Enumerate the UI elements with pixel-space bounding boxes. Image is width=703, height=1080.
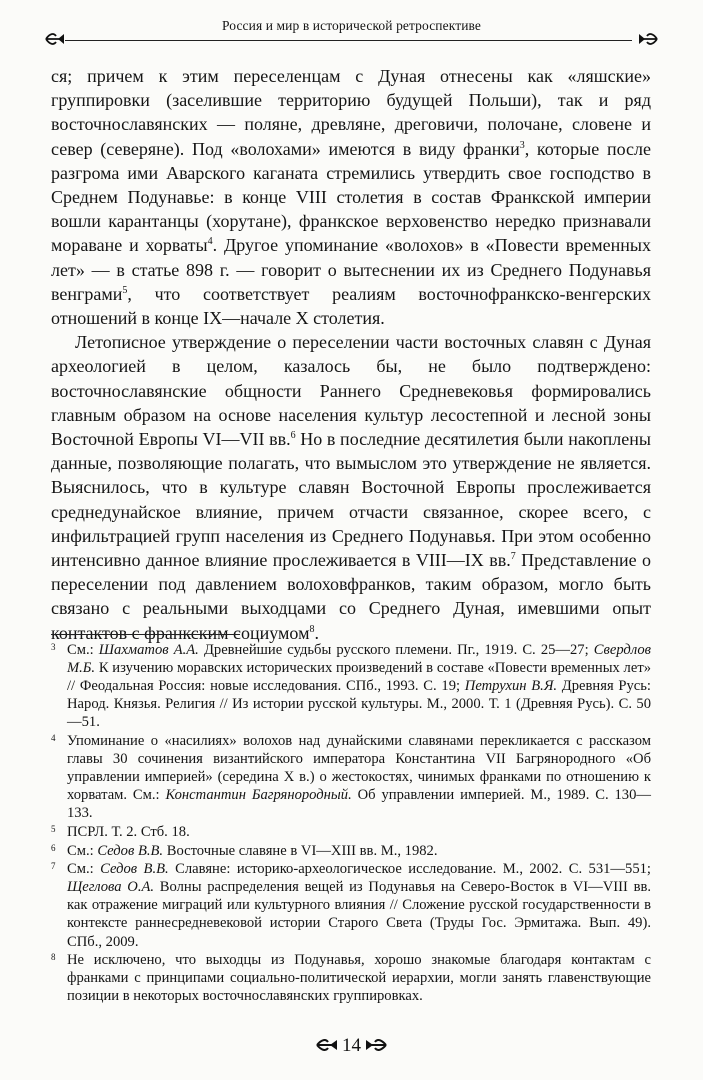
text-run: . [314, 622, 319, 643]
footnote [51, 732, 651, 822]
footnote-text: Упоминание о «насилиях» волохов над дунайскими славянами перекликается с рассказом главы 30 сочинения византийского императора Константина VII Багрянородного «Об управлении империей» (середина X в.) о жестокостях, чинимых франками по отношению к хорватам. См.: [67, 732, 651, 804]
running-head: Россия и мир в исторической ретроспективе [221, 18, 482, 33]
footnote-text: См.: [67, 642, 99, 658]
author-name: Седов В.В. [97, 842, 164, 859]
text-run: , что соответствует реалиям восточнофранкско-венгерских отношений в конце IX—начале X столетия. [51, 283, 651, 329]
author-name: Шахматов А.А. [98, 642, 199, 658]
footnote-mark: 4 [51, 732, 56, 743]
footnote-ref[interactable]: 3 [519, 139, 525, 151]
author-name: Петрухин В.Я. [464, 678, 558, 695]
left-folio-flourish-icon [315, 1038, 339, 1052]
footnote-ref[interactable]: 8 [309, 623, 315, 635]
text-run: Летописное утверждение о переселении части восточных славян с Дуная археологией в целом, казалось бы, не было подтверждено: восточнославянские общности Раннего Средневековья формировались главным образом на основе населения культур лесостепной и лесной зоны Восточной Европы VI—VII вв. [51, 332, 651, 450]
footnote-text: Древняя Русь: Народ. Князья. Религия // Из истории русской культуры. М., 2000. Т. 1 (Древняя Русь). С. 50—51. [67, 678, 651, 731]
text-run: ся; причем к этим переселенцам с Дуная отнесены как «ляшские» группировки (заселившие территорию будущей Польши), так и ряд восточнославянских — поляне, древляне, дреговичи, полочане, словене и север (северяне). Под «волохами» имеются в виду франки [51, 66, 651, 159]
footnote [51, 842, 651, 860]
left-flourish-icon [44, 31, 66, 47]
footnote-text: Восточные славяне в VI—XIII вв. М., 1982. [163, 842, 438, 859]
footnote-text: Не исключено, что выходцы из Подунавья, хорошо знакомые благодаря контактам с франками с принципами социально-политической иерархии, могли занять главенствующие позиции в некоторых восточнославянских группировках. [67, 952, 651, 1005]
footnote [51, 641, 651, 731]
footnote [51, 951, 651, 1005]
text-run: Представление о переселении под давлением волоховфранков, таким образом, могло быть связано с реальными выходцами со Среднего Дуная, имевшими опыт контактов с франкским социумом [51, 550, 651, 643]
footnotes [51, 641, 651, 1006]
footnote-mark: 3 [51, 642, 56, 652]
footnote-text: См.: [67, 861, 101, 878]
footnote-mark: 5 [51, 823, 56, 834]
footnote-ref[interactable]: 6 [290, 430, 296, 442]
footnote-separator [51, 634, 240, 635]
main-text [51, 64, 651, 645]
footnote-text: К изучению моравских исторических произведений в составе «Повести временных лет» // Феодальная Россия: новые исследования. СПб., 1993. С. 19; [67, 660, 651, 695]
footnote-text: Славяне: историко-археологическое исследование. М., 2002. С. 531—551; [168, 861, 651, 878]
footnote-text: Волны распределения вещей из Подунавья на Северо-Восток в VI—VIII вв. как отражение миграций или культурного влияния // Сложение русской государственности в контексте раннесредневековой истории Старого Света (Труды Гос. Эрмитажа. Вып. 49). СПб., 2009. [67, 879, 651, 950]
text-run: . Другое упоминание «волохов» в «Повести временных лет» — в статье 898 г. — говорит о вытеснении их из Среднего Подунавья венграми [51, 235, 651, 304]
footnote-ref[interactable]: 5 [122, 284, 128, 296]
footnote-mark: 6 [51, 842, 56, 853]
footnote-text: ПСРЛ. Т. 2. Стб. 18. [67, 823, 190, 840]
author-name: Седов В.В. [100, 861, 169, 878]
footnote-ref[interactable]: 4 [207, 236, 213, 248]
text-run: , которые после разгрома ими Аварского каганата стремились утвердить свое господство в Среднем Подунавье: в конце VIII столетия в состав Франкской империи вошли карантанцы (хорутане), франкское верховенство нередко признавали мораване и хорваты [51, 138, 651, 256]
footnote [51, 823, 651, 841]
paragraph-1 [51, 64, 651, 330]
author-name: Щеглова О.А. [67, 879, 155, 896]
text-run: Но в последние десятилетия были накоплены данные, позволяющие полагать, что вымыслом это утверждение не является. Выяснилось, что в культуре славян Восточной Европы прослеживается среднедунайское влияние, причем отчасти связанное, скорее всего, с инфильтрацией групп населения из Среднего Подунавья. При этом особенно интенсивно данное влияние прослеживается в VIII—IX вв. [51, 429, 652, 571]
footnote-mark: 7 [51, 861, 56, 872]
footnote-ref[interactable]: 7 [510, 551, 516, 563]
page-number: 14 [342, 1035, 361, 1056]
footnote-text: См.: [67, 842, 98, 859]
page-footer [0, 1034, 703, 1057]
paragraph-2 [51, 330, 651, 645]
footnote-text: Об управлении империей. М., 1989. С. 130—133. [67, 787, 651, 822]
author-name: Свердлов М.Б. [67, 642, 651, 677]
right-flourish-icon [637, 31, 659, 47]
author-name: Константин Багрянородный. [165, 787, 352, 804]
footnote-mark: 8 [51, 952, 56, 963]
header-rule [65, 40, 632, 41]
footnote-text: Древнейшие судьбы русского племени. Пг., 1919. С. 25—27; [198, 642, 594, 658]
footnote [51, 860, 651, 950]
right-folio-flourish-icon [364, 1038, 388, 1052]
